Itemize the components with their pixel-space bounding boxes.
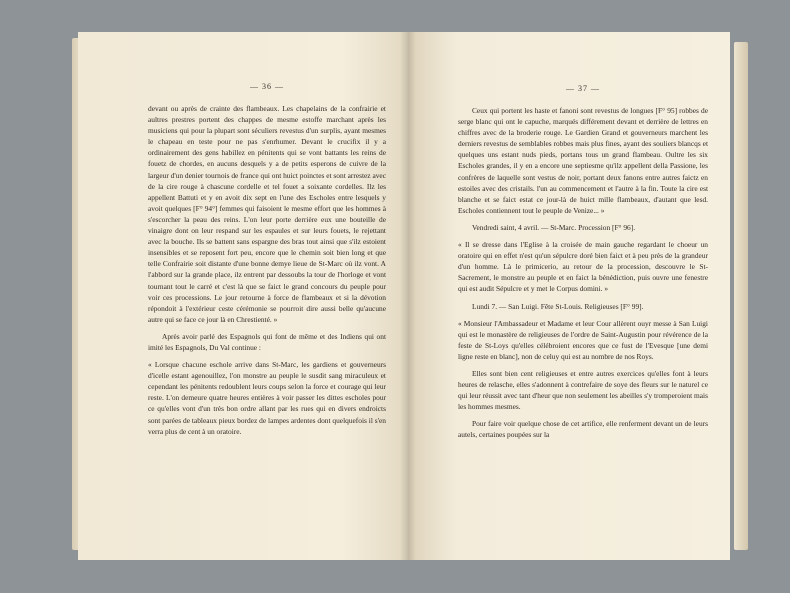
paragraph: « Lorsque chacune eschole arrive dans St-Marc, les gardiens et gouverneurs d'icelle estant agenouillez, l'on monstre au peuple le susdit sang miraculeux et cependant les pénitents redoublent leurs coups selon la force et courage qui leur reste. L'on demeure quatre heures entières à voir passer les dittes escholes pour ce qu'elles vont d'un très bon ordre allant par les rues qui en divers endroicts sont parées de tableaux pieux bordez de lampes ardentes dont quelquefois il s'en verra plus de cent à un oratoire.	[148, 360, 386, 436]
book-gutter	[400, 32, 416, 560]
paragraph: Pour faire voir quelque chose de cet artifice, elle renferment devant un de leurs autels, certaines poupées sur la	[458, 419, 708, 440]
page-number-left: — 36 —	[250, 82, 284, 91]
paragraph: « Il se dresse dans l'Eglise à la croisée de main gauche regardant le choeur un oratoire qui en effet n'est qu'un sépulcre doré bien faict et à peu près de la grandeur d'un homme. Là le primicerio, au retour de la procession, descouvre le St-Sacrement, le monstre au peuple et en faict la bénédiction, puis ouvre une fenestre qui est audit Sépulcre et y met le Corpus domini. »	[458, 240, 708, 294]
page-number-right: — 37 —	[566, 84, 600, 93]
left-page	[78, 32, 408, 560]
left-page-text	[148, 103, 386, 437]
section-heading: Lundi 7. — San Luigi. Fête St-Louis. Religieuses [F° 99].	[472, 301, 644, 311]
right-page	[408, 32, 730, 560]
section-heading: Vendredi saint, 4 avril. — St-Marc. Procession [F° 96].	[472, 222, 636, 232]
open-book	[78, 32, 740, 560]
book-page-edges-right	[734, 42, 748, 550]
paragraph: « Monsieur l'Ambassadeur et Madame et leur Cour allèrent ouyr messe à San Luigi qui est le monastère de religieuses de l'ordre de Saint-Augustin pour révérence de la feste de St-Loys qu'elles célébroient encores que ce fust de l'Evesque [une demi ligne reste en blanc], non de celuy qui est au nombre de nos Roys.	[458, 318, 708, 361]
paragraph: Elles sont bien cent religieuses et entre autres exercices qu'elles font à leurs heures de relasche, elles s'adonnent à contrefaire de soye des fleurs sur le naturel ce qui leur réussit avec tant d'heur que non seulement les abeilles s'y tromperoient mais les hommes mesmes.	[458, 368, 708, 412]
paragraph: Après avoir parlé des Espagnols qui font de même et des Indiens qui ont imité les Espagnols, Du Val continue :	[148, 331, 386, 352]
right-page-text	[458, 105, 708, 441]
paragraph: devant ou après de crainte des flambeaux. Les chapelains de la confrairie et aultres prestres portent des chappes de mesme estoffe marchant après les musiciens qui pour la plupart sont séculiers revestus d'un surplis, ayant mesmes le chapeau en teste pour ne pas s'enrhumer. Devant le crucifix il y a ordinairement des gens habillez en pénitents qui se vont battants les reins de fouetz de chordes, en aucuns desquels y a de petits esperons de cuivre de la largeur d'un denier tournois de france qui ont huict poinctes et sont arrestez avec de la cire rouge à chascune cordelle et tel fouet a soixante cordelles. Ilz les appellent Battuti et y en avoit dix sept en l'une des Escholes entre lesquels y avoit quelques [F° 94°] femmes qui faisoient le mesme effort que les hommes à s'escorcher la peau des reins. L'on leur porte derrière eux une bouteille de vinaigre dont on leur respand sur les espaules et sur leurs fouets, le rejettant avec la bouche. Ils se battent sans espargne des bras tout ainsi que s'ilz estoient insensibles et se reposent fort peu, encore que le chemin soit bien long et que telle Confrairie soit distante d'une bonne demye lieue de St-Marc où ilz vont. A l'abbord sur la grande place, ilz entrent par dessoubs la tour de l'horloge et vont tournant tout le carré et c'est là que se faict le grand concours du peuple pour voir ces processions. Le jour retourne à force de flambeaux et si la dévotion répondoit à l'extérieur ceste cérémonie se pourroit dire aussi belle qu'aucune autre qui se face ce jour là en Chrestienté. »	[148, 104, 386, 324]
paragraph: Ceux qui portent les haste et fanoni sont revestus de longues [F° 95] robbes de serge blanc qui ont le capuche, marqués différement devant et derrière de lettres en chiffres avec de la broderie rouge. Le Gardien Grand et gouverneurs marchent les derniers revestus de semblables robbes mais plus fines, ayant des souliers blancqs et quelques uns estant nuds pieds, portans tous un grand flambeau. Oultre les six Escholes grandes, il y en a encore une septiesme qu'ilz appellent della Passione, les confrères de laquelle sont vestus de noir, portant deux fanons entre autres faictz en estoiles avec des cristails. l'un au commencement et l'autre à la fin. Toute la cire est blanche et se faict estat ce jour-là de huict mille flambeaux, d'autant que lesd. Escholes contiennent tout le peuple de Venize... »	[458, 106, 708, 215]
